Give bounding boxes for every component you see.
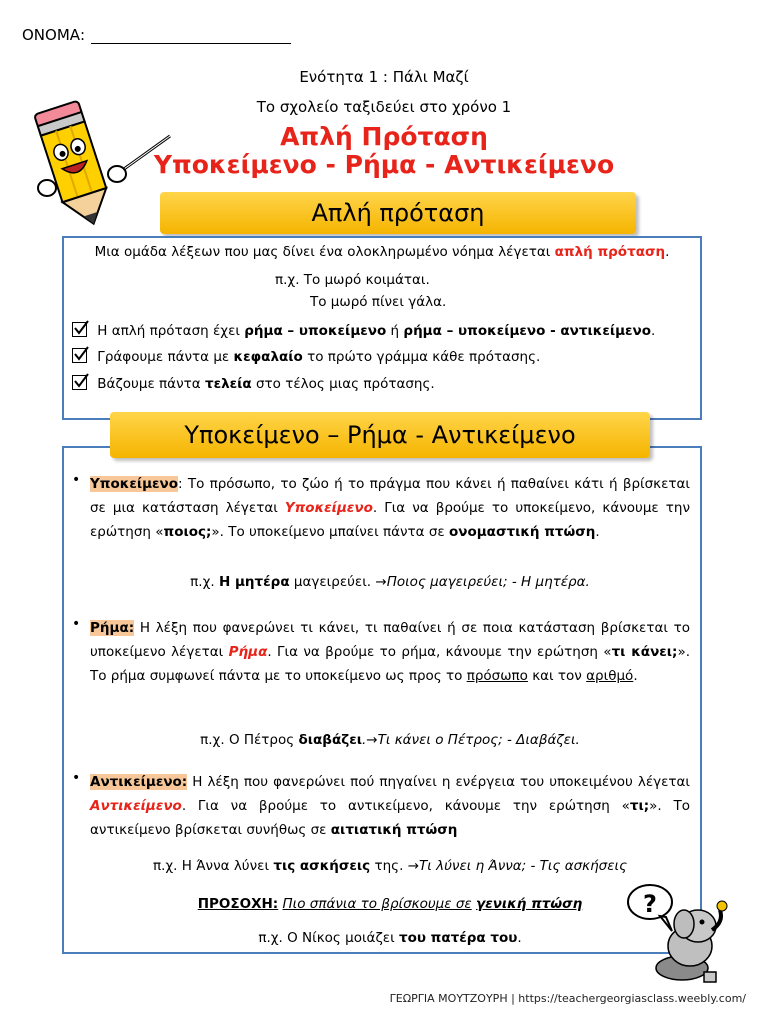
example-2: Το μωρό πίνει γάλα. — [310, 294, 447, 310]
unit-title: Ενότητα 1 : Πάλι Μαζί — [299, 68, 469, 86]
definition: Μια ομάδα λέξεων που μας δίνει ένα ολοκληρωμένο νόημα λέγεται απλή πρόταση. — [94, 244, 670, 260]
rule-1: Η απλή πρόταση έχει ρήμα – υποκείμενο ή ρήμα – υποκείμενο - αντικείμενο. — [72, 322, 655, 339]
name-label: ΟΝΟΜΑ: — [22, 26, 86, 44]
object-term: Αντικείμενο: — [90, 774, 188, 790]
subject-paragraph: Υποκείμενο: Το πρόσωπο, το ζώο ή το πράγμα που κάνει ή παθαίνει κάτι ή βρίσκεται σε μια κατάσταση λέγεται Υποκείμενο. Για να βρούμε το υποκείμενο, κάνουμε την ερώτηση «ποιος;». Το υποκείμενο μπαίνει πάντα σε ονομαστική πτώση. — [90, 476, 690, 540]
name-field[interactable] — [22, 26, 291, 44]
attention-note: ΠΡΟΣΟΧΗ: Πιο σπάνια το βρίσκουμε σε γενική πτώση — [197, 896, 583, 912]
checkbox-icon — [72, 322, 87, 337]
bullet-icon: • — [72, 770, 81, 786]
section2-banner: Υποκείμενο – Ρήμα - Αντικείμενο — [110, 412, 650, 458]
page-subtitle: Υποκείμενο - Ρήμα - Αντικείμενο — [153, 150, 615, 179]
lesson-title: Το σχολείο ταξιδεύει στο χρόνο 1 — [256, 98, 512, 116]
pencil-mascot-icon — [22, 96, 172, 231]
verb-paragraph: Ρήμα: Η λέξη που φανερώνει τι κάνει, τι παθαίνει ή σε ποια κατάσταση βρίσκεται το υποκείμενο λέγεται Ρήμα. Για να βρούμε το ρήμα, κάνουμε την ερώτηση «τι κάνει;». Το ρήμα συμφωνεί πάντα με το υποκείμενο ως προς το πρόσωπο και τον αριθμό. — [90, 620, 691, 684]
checkbox-icon — [72, 375, 87, 390]
bullet-icon: • — [72, 616, 81, 632]
checkbox-icon — [72, 348, 87, 363]
object-example: π.χ. Η Άννα λύνει τις ασκήσεις της. →Τι λύνει η Άννα; - Τις ασκήσεις — [152, 858, 628, 874]
definition-term: απλή πρόταση — [554, 244, 666, 260]
rule-3: Βάζουμε πάντα τελεία στο τέλος μιας πρότασης. — [72, 375, 435, 392]
elephant-question-icon — [620, 876, 750, 988]
object-paragraph: Αντικείμενο: Η λέξη που φανερώνει πού πηγαίνει η ενέργεια του υποκειμένου λέγεται Αντικείμενο. Για να βρούμε το αντικείμενο, κάνουμε την ερώτηση «τι;». Το αντικείμενο βρίσκεται συνήθως σε αιτιατική πτώση — [90, 774, 690, 838]
subject-term: Υποκείμενο — [90, 476, 179, 492]
verb-example: π.χ. Ο Πέτρος διαβάζει.→Τι κάνει ο Πέτρος; - Διαβάζει. — [200, 732, 580, 748]
section1-banner: Απλή πρόταση — [160, 192, 636, 234]
footer: ΓΕΩΡΓΙΑ ΜΟΥΤΖΟΥΡΗ | https://teachergeorgiasclass.weebly.com/ — [389, 992, 746, 1005]
subject-example: π.χ. Η μητέρα μαγειρεύει. →Ποιος μαγειρεύει; - Η μητέρα. — [190, 574, 590, 590]
svg-text:?: ? — [643, 890, 657, 918]
example-1: π.χ. Το μωρό κοιμάται. — [275, 272, 430, 288]
verb-term: Ρήμα: — [90, 620, 135, 636]
bullet-icon: • — [72, 472, 81, 488]
name-blank[interactable] — [91, 29, 291, 44]
genitive-example: π.χ. Ο Νίκος μοιάζει του πατέρα του. — [258, 930, 522, 946]
page-title: Απλή Πρόταση — [280, 122, 488, 151]
rule-2: Γράφουμε πάντα με κεφαλαίο το πρώτο γράμμα κάθε πρότασης. — [72, 348, 540, 365]
